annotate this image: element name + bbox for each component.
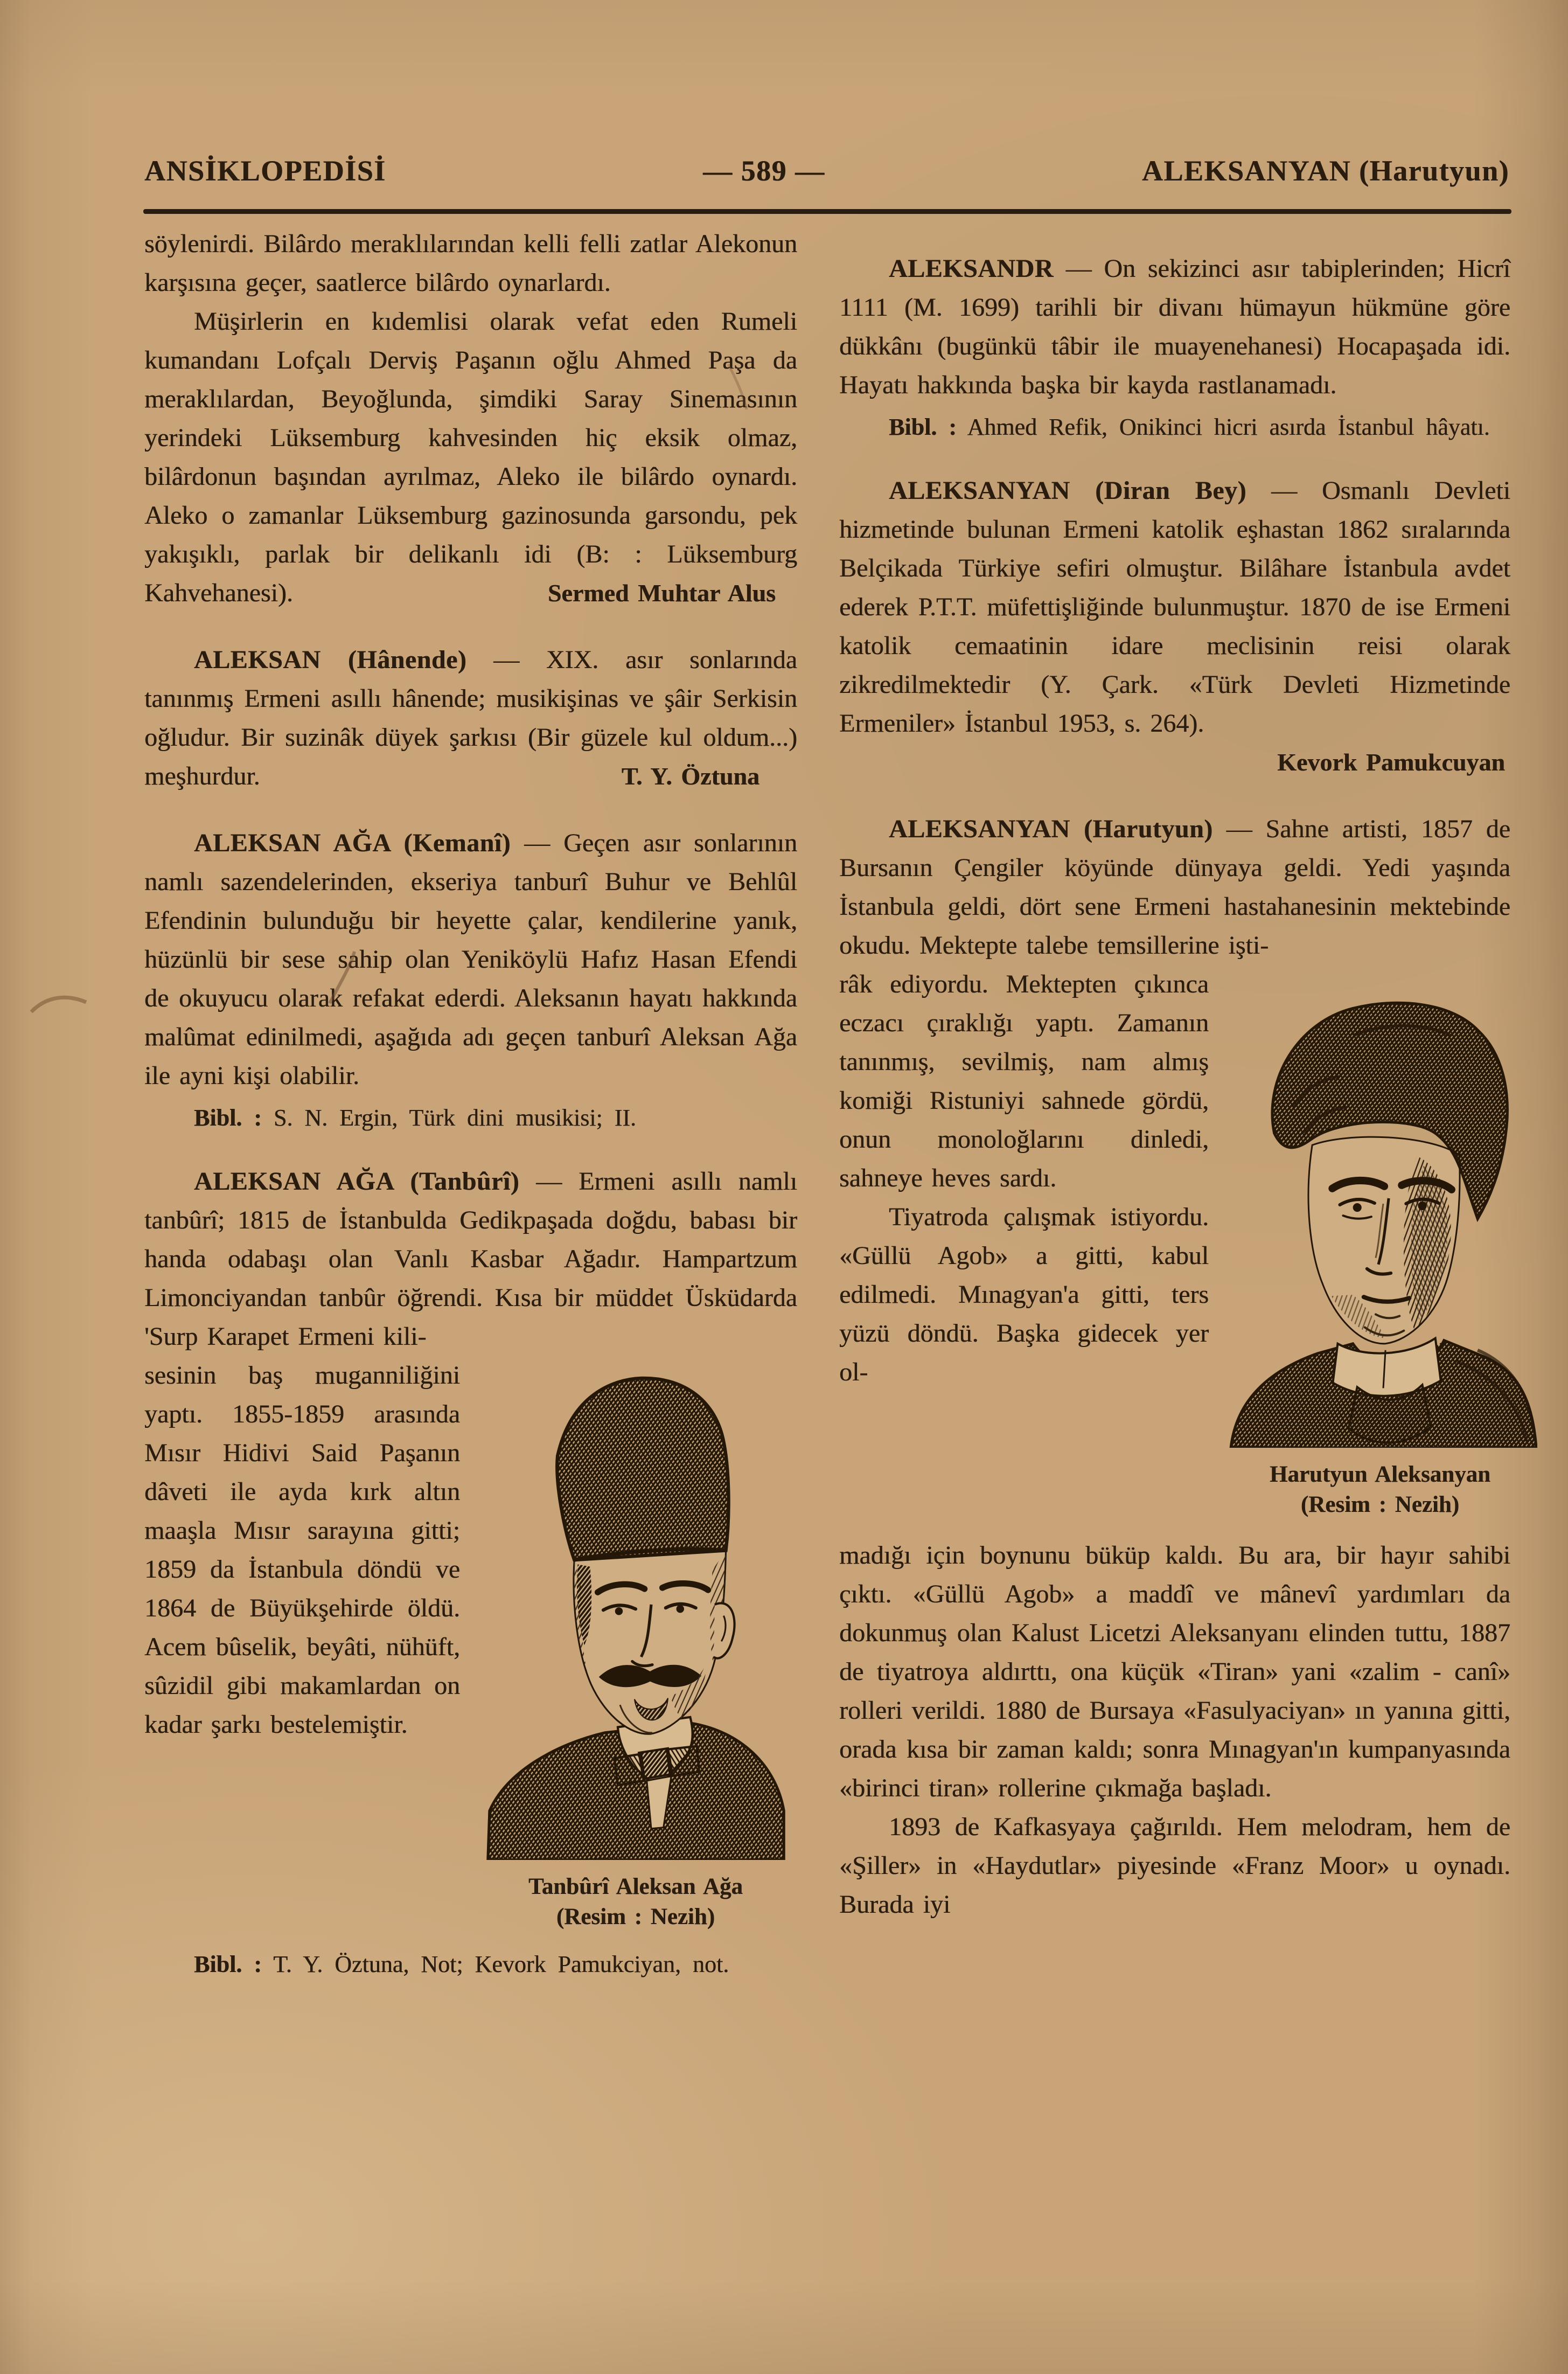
bib-label: Bibl. : (194, 1105, 262, 1131)
figure-harutyun-aleksanyan (1223, 970, 1537, 1520)
bib-label: Bibl. : (889, 414, 957, 440)
entry-headword: ALEKSANDR (889, 254, 1054, 283)
entry-body: — On sekizinci asır tabiplerinden; Hicrî 1111 (M. 1699) tarihli bir divanı hümayun hükmüne göre dükkânı (bugünkü tâbir ile muayenehanesi) Hocapaşada idi. Hayatı hakkında başka bir kayda rastlanamadı. (839, 254, 1510, 399)
entry-body: — XIX. asır sonlarında tanınmış Ermeni asıllı hânende; musikişinas ve şâir Serkisin oğludur. Bir suzinâk düyek şarkısı (Bir güzele kul oldum...) meşhurdur. (144, 645, 798, 790)
entry-headword: ALEKSAN AĞA (Tanbûrî) (194, 1167, 520, 1196)
header-rule (143, 209, 1511, 214)
para-continuation-madigi: madığı için boynunu büküp kaldı. Bu ara, bir hayır sahibi çıktı. «Güllü Agob» a maddî ve mânevî yardımları da dokunmuş olan Kalust Licetzi Aleksanyanı elinden tuttu, 1887 de tiyatroya aldırttı, ona küçük «Tiran» yani «zalim - canî» rolleri verildi. 1880 de Bursaya «Fasulyaciyan» ın yanına gitti, orada kısa bir zaman kaldı; sonra Mınagyan'ın kumpanyasında «birinci tiran» rollerine çıkmağa başladı. (839, 1541, 1510, 1803)
bib-text: Ahmed Refik, Onikinci hicri asırda İstanbul hâyatı. (956, 414, 1490, 440)
para-bilardo-continuation: söylenirdi. Bilârdo meraklılarından kelli felli zatlar Alekonun karşısına geçer, saatlerce bilârdo oynarlardı. (144, 230, 797, 297)
entry-aleksandr (839, 249, 1510, 405)
figure-caption-line1: Tanbûrî Aleksan Ağa (528, 1873, 743, 1899)
figure-caption-line2: (Resim : Nezih) (556, 1904, 715, 1929)
pen-mark-left-margin (31, 997, 86, 1012)
bib-text: T. Y. Öztuna, Not; Kevork Pamukciyan, not. (261, 1950, 729, 1977)
bib-text: S. N. Ergin, Türk dini musikisi; II. (261, 1105, 636, 1131)
signature-t-y-oztuna: T. Y. Öztuna (621, 762, 759, 790)
bib-oztuna-pamukciyan (144, 1948, 797, 1981)
tanburi-wrap-section (144, 1356, 797, 1929)
running-title-left: ANSİKLOPEDİSİ (144, 155, 386, 187)
entry-headword: ALEKSANYAN (Harutyun) (889, 815, 1213, 843)
running-title-right: ALEKSANYAN (Harutyun) (1141, 155, 1509, 187)
entry-headword: ALEKSANYAN (Diran Bey) (889, 476, 1246, 505)
page-header (144, 154, 1509, 188)
harutyun-wrap-section (839, 965, 1510, 1518)
entry-body: — Osmanlı Devleti hizmetinde bulunan Ermeni katolik eşhastan 1862 sıralarında Belçikada Türkiye sefiri olmuştur. Bilâhare İstanbula avdet ederek P.T.T. müfettişliğinde bulunmuştur. 1870 de ise Ermeni katolik cemaatinin idare meclisinin reisi olarak zikredilmektedir (Y. Çark. «Türk Devleti Hizmetinde Ermeniler» İstanbul 1953, s. 264). (839, 476, 1510, 738)
signature-kevork-pamukcuyan: Kevork Pamukcuyan (1277, 748, 1505, 776)
entry-body: — Geçen asır sonlarının namlı sazendelerinden, ekseriya tanburî Buhur ve Behlûl Efendinin bulunduğu bir heyette çalar, kendilerine yanık, hüzünlü bir sese sahip olan Yeniköylü Hafız Hasan Efendi de okuyucu olarak refakat ederdi. Aleksanın hayatı hakkında malûmat edinilmedi, aşağıda adı geçen tanburî Aleksan Ağa ile ayni kişi olabilir. (144, 829, 797, 1090)
bib-label: Bibl. : (194, 1950, 262, 1977)
bib-ergin (144, 1102, 797, 1134)
signature-sermed-muhtar-alus: Sermed Muhtar Alus (547, 579, 776, 607)
entry-aleksan-aga-kemani (144, 824, 797, 1095)
right-column (839, 225, 1510, 1924)
figure-caption (1223, 1460, 1537, 1520)
entry-harutyun-wrap-text: râk ediyordu. Mektepten çıkınca eczacı çıraklığı yaptı. Zamanın tanınmış, sevilmiş, nam almış komiği Ristuniyi sahnede gördü, onun monoloğlarını dinledi, sahneye heves sardı. (839, 970, 1209, 1192)
entry-tanburi-wrap-text: sesinin baş muganniliğini yaptı. 1855-1859 arasında Mısır Hidivi Said Paşanın dâveti ile ayda kırk altın maaşla Mısır sarayına gitti; 1859 da İstanbula döndü ve 1864 de Büyükşehirde öldü. Acem bûselik, beyâti, nühüft, sûzidil gibi makamlardan on kadar şarkı bestelemiştir. (144, 1361, 460, 1739)
para-tiyatroda: Tiyatroda çalışmak istiyordu. «Güllü Agob» a gitti, kabul edilmedi. Mınagyan'a gitti, ters yüzü döndü. Başka gidecek yer ol- (839, 1203, 1209, 1386)
entry-headword: ALEKSAN (Hânende) (194, 645, 467, 674)
para-1893: 1893 de Kafkasyaya çağırıldı. Hem melodram, hem de «Şiller» in «Haydutlar» piyesinde «Franz Moor» u oynadı. Burada iyi (839, 1813, 1510, 1919)
entry-body: — Sahne artisti, 1857 de Bursanın Çengiler köyünde dünyaya geldi. Yedi yaşında İstanbula geldi, dört sene Ermeni hastahanesinin mektebinde okudu. Mektepte talebe temsillerine işti- (839, 815, 1510, 960)
entry-aleksan-aga-tanburi (144, 1162, 797, 1356)
left-column (144, 225, 797, 1981)
portrait-harutyun-aleksanyan-engraving (1223, 970, 1537, 1448)
entry-aleksanyan-harutyun (839, 810, 1510, 965)
entry-aleksanyan-diran-bey (839, 471, 1510, 743)
figure-caption-line1: Harutyun Aleksanyan (1269, 1462, 1491, 1488)
entry-body: — Ermeni asıllı namlı tanbûrî; 1815 de İstanbulda Gedikpaşada doğdu, babası bir handa odabaşı olan Vanlı Kasbar Ağadır. Hampartzum Limonciyandan tanbûr öğrendi. Kısa bir müddet Üsküdarda 'Surp Karapet Ermeni kili- (144, 1167, 798, 1351)
page-number: — 589 — (703, 155, 825, 187)
figure-caption (474, 1872, 797, 1932)
bib-ahmed-refik (839, 411, 1510, 443)
para-musirler: Müşirlerin en kıdemlisi olarak vefat eden Rumeli kumandanı Lofçalı Derviş Paşanın oğlu Ahmed Paşa da meraklılardan, Beyoğlunda, şimdiki Saray Sinemasının yerindeki Lüksemburg kahvesinden hiç eksik olmaz, bilârdonun başından ayrılmaz, Aleko ile bilârdo oynardı. Aleko o zamanlar Lüksemburg gazinosunda garsondu, pek yakışıklı, parlak bir delikanlı idi (B: : Lüksemburg Kahvehanesi). (144, 307, 797, 607)
portrait-tanburi-aleksan-aga-engraving (474, 1364, 797, 1860)
figure-caption-line2: (Resim : Nezih) (1300, 1492, 1460, 1518)
entry-headword: ALEKSAN AĞA (Kemanî) (194, 829, 511, 857)
figure-tanburi-aleksan-aga (474, 1364, 797, 1932)
